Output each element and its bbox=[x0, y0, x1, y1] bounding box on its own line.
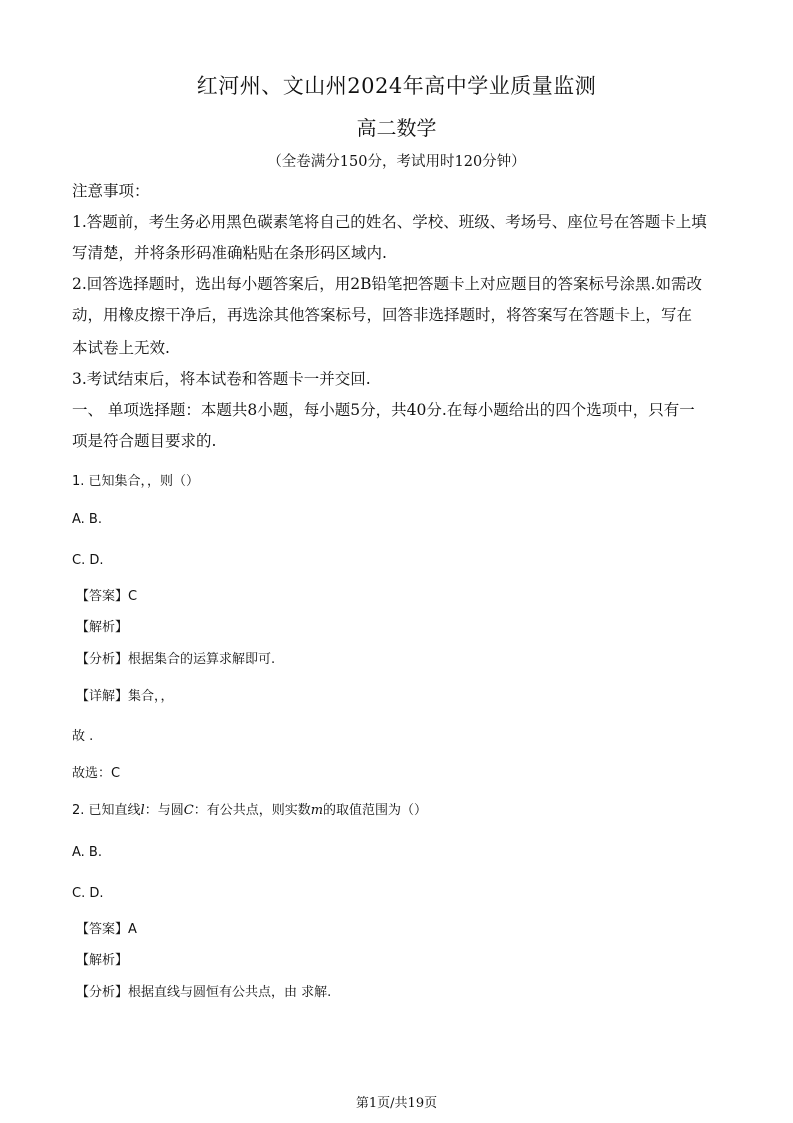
variable-l: l bbox=[140, 803, 145, 818]
question-2-analysis-label: 【解析】 bbox=[76, 953, 129, 968]
question-2-answer: 【答案】A bbox=[76, 922, 137, 937]
question-2-fenxi: 【分析】根据直线与圆恒有公共点，由 求解. bbox=[76, 985, 332, 1000]
question-1-analysis-label: 【解析】 bbox=[76, 620, 129, 635]
variable-c: C bbox=[183, 803, 194, 818]
section-heading-line-2: 项是符合题目要求的. bbox=[72, 432, 217, 450]
question-1-gu: 故 . bbox=[72, 729, 94, 744]
note-line: 2.回答选择题时，选出每小题答案后，用2B铅笔把答题卡上对应题目的答案标号涂黑.如需改 bbox=[72, 275, 702, 293]
question-2-stem-mid1: ：与圆 bbox=[144, 803, 184, 818]
question-2-stem-prefix: 2. 已知直线 bbox=[72, 803, 141, 818]
question-1-fenxi: 【分析】根据集合的运算求解即可. bbox=[76, 652, 276, 667]
note-line: 本试卷上无效. bbox=[72, 339, 170, 357]
notes-heading: 注意事项： bbox=[72, 182, 150, 200]
question-1-answer: 【答案】C bbox=[76, 589, 138, 604]
question-1-guxuan: 故选：C bbox=[72, 766, 121, 781]
question-2-options-ab: A. B. bbox=[72, 845, 102, 860]
page-title: 红河州、文山州2024年高中学业质量监测 bbox=[196, 74, 597, 98]
note-line: 3.考试结束后，将本试卷和答题卡一并交回. bbox=[72, 370, 371, 388]
question-2-stem bbox=[72, 802, 427, 820]
page-number: 第1页/共19页 bbox=[355, 1096, 438, 1111]
note-line: 1.答题前，考生务必用黑色碳素笔将自己的姓名、学校、班级、考场号、座位号在答题卡上填 bbox=[72, 213, 707, 231]
exam-info: （全卷满分150分，考试用时120分钟） bbox=[267, 154, 526, 170]
question-2-stem-suffix: 的取值范围为（） bbox=[323, 803, 428, 818]
question-1-options-ab: A. B. bbox=[72, 512, 102, 527]
question-2-stem-mid2: ：有公共点，则实数 bbox=[193, 803, 311, 818]
variable-m: m bbox=[310, 803, 324, 818]
note-line: 写清楚，并将条形码准确粘贴在条形码区域内. bbox=[72, 244, 387, 262]
question-1-options-cd: C. D. bbox=[72, 553, 104, 568]
note-line: 动，用橡皮擦干净后，再选涂其他答案标号，回答非选择题时，将答案写在答题卡上，写在 bbox=[72, 306, 693, 324]
question-1-stem: 1. 已知集合，，则（） bbox=[72, 474, 200, 489]
section-heading-line-1: 一、 单项选择题：本题共8小题，每小题5分，共40分.在每小题给出的四个选项中，只有一 bbox=[72, 401, 695, 419]
subject-title: 高二数学 bbox=[356, 116, 437, 140]
question-1-xiangjie: 【详解】集合，， bbox=[76, 689, 174, 704]
question-2-options-cd: C. D. bbox=[72, 886, 104, 901]
